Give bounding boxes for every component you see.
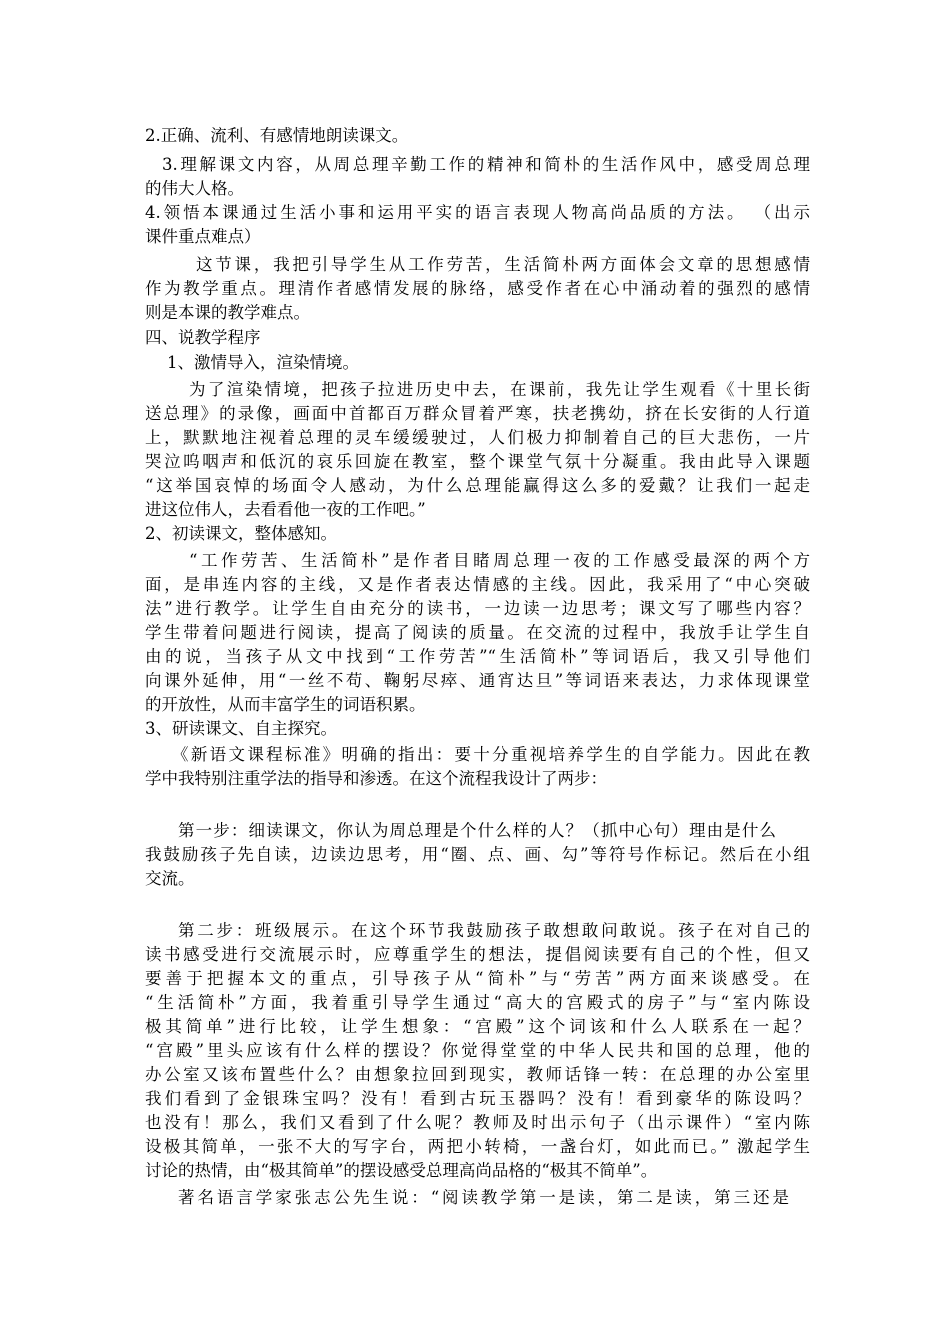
step-1-heading: 1、激情导入，渲染情境。 [167, 353, 359, 372]
substep-2-line-7: 办公室又该布置些什么？由想象拉回到现实，教师话锋一转：在总理的办公室里 [145, 1065, 810, 1084]
section-heading-4: 四、说教学程序 [145, 328, 261, 347]
step-3-para-line-2: 学中我特别注重学法的指导和渗透。在这个流程我设计了两步： [145, 769, 607, 788]
objective-4-line-2: 课件重点难点） [145, 227, 261, 246]
objective-3-line-1: 3.理解课文内容，从周总理辛勤工作的精神和简朴的生活作风中，感受周总理 [162, 155, 810, 174]
step-1-para-line-3: 上，默默地注视着总理的灵车缓缓驶过，人们极力抑制着自己的巨大悲伤，一片 [145, 428, 810, 447]
substep-2-line-4: “生活简朴”方面，我着重引导学生通过“高大的宫殿式的房子”与“室内陈设 [145, 993, 810, 1012]
step-2-para-line-7: 的开放性，从而丰富学生的词语积累。 [145, 695, 426, 714]
step-3-heading: 3、研读课文、自主探究。 [145, 719, 337, 738]
step-2-heading: 2、初读课文，整体感知。 [145, 524, 337, 543]
substep-1-line-1: 第一步：细读课文，你认为周总理是个什么样的人？（抓中心句）理由是什么 [178, 821, 776, 840]
substep-2-line-6: “宫殿”里头应该有什么样的摆设？你觉得堂堂的中华人民共和国的总理，他的 [145, 1041, 810, 1060]
step-2-para-line-2: 面，是串连内容的主线，又是作者表达情感的主线。因此，我采用了“中心突破 [145, 575, 810, 594]
step-3-para-line-1: 《新语文课程标准》明确的指出：要十分重视培养学生的自学能力。因此在教 [172, 745, 810, 764]
substep-2-line-9: 也没有！那么，我们又看到了什么呢？教师及时出示句子（出示课件）“室内陈 [145, 1113, 810, 1132]
objective-2: 2.正确、流利、有感情地朗读课文。 [145, 126, 409, 145]
substep-2-line-1: 第二步：班级展示。在这个环节我鼓励孩子敢想敢问敢说。孩子在对自己的 [178, 921, 810, 940]
objective-4-line-1: 4.领悟本课通过生活小事和运用平实的语言表现人物高尚品质的方法。 （出示 [145, 203, 810, 222]
focus-para-line-3: 则是本课的教学难点。 [145, 303, 310, 322]
substep-2-line-10: 设极其简单，一张不大的写字台，两把小转椅，一盏台灯，如此而已。” 激起学生 [145, 1137, 810, 1156]
quote-para-line-1: 著名语言学家张志公先生说：“阅读教学第一是读，第二是读，第三还是 [178, 1188, 789, 1207]
objective-3-line-2: 的伟大人格。 [145, 179, 244, 198]
substep-2-line-8: 我们看到了金银珠宝吗？没有！看到古玩玉器吗？没有！看到豪华的陈设吗？ [145, 1089, 810, 1108]
step-2-para-line-6: 向课外延伸，用“一丝不苟、鞠躬尽瘁、通宵达旦”等词语来表达，力求体现课堂 [145, 671, 810, 690]
substep-2-line-2: 读书感受进行交流展示时，应尊重学生的想法，提倡阅读要有自己的个性，但又 [145, 945, 810, 964]
step-1-para-line-4: 哭泣呜咽声和低沉的哀乐回旋在教室，整个课堂气氛十分凝重。我由此导入课题 [145, 452, 810, 471]
step-2-para-line-1: “工作劳苦、生活简朴”是作者目睹周总理一夜的工作感受最深的两个方 [189, 551, 810, 570]
focus-para-line-1: 这节课，我把引导学生从工作劳苦，生活简朴两方面体会文章的思想感情 [196, 255, 810, 274]
substep-2-line-5: 极其简单”进行比较，让学生想象：“宫殿”这个词该和什么人联系在一起？ [145, 1017, 810, 1036]
substep-2-line-3: 要善于把握本文的重点，引导孩子从“简朴”与“劳苦”两方面来谈感受。在 [145, 969, 810, 988]
substep-1-line-2: 我鼓励孩子先自读，边读边思考，用“圈、点、画、勾”等符号作标记。然后在小组 [145, 845, 810, 864]
step-2-para-line-4: 学生带着问题进行阅读，提高了阅读的质量。在交流的过程中，我放手让学生自 [145, 623, 810, 642]
substep-2-line-11: 讨论的热情，由“极其简单”的摆设感受总理高尚品格的“极其不简单”。 [145, 1161, 658, 1180]
step-2-para-line-3: 法”进行教学。让学生自由充分的读书，一边读一边思考；课文写了哪些内容？ [145, 599, 810, 618]
step-1-para-line-2: 送总理》的录像，画面中首都百万群众冒着严寒，扶老携幼，挤在长安街的人行道 [145, 404, 810, 423]
focus-para-line-2: 作为教学重点。理清作者感情发展的脉络，感受作者在心中涌动着的强烈的感情 [145, 279, 810, 298]
substep-1-line-3: 交流。 [145, 869, 195, 888]
document-page [145, 0, 810, 1344]
step-1-para-line-5: “这举国哀悼的场面令人感动，为什么总理能赢得这么多的爱戴？让我们一起走 [145, 476, 810, 495]
step-1-para-line-6: 进这位伟人，去看看他一夜的工作吧。” [145, 500, 426, 519]
step-2-para-line-5: 由的说，当孩子从文中找到“工作劳苦”“生活简朴”等词语后，我又引导他们 [145, 647, 810, 666]
step-1-para-line-1: 为了渲染情境，把孩子拉进历史中去，在课前，我先让学生观看《十里长街 [189, 380, 810, 399]
